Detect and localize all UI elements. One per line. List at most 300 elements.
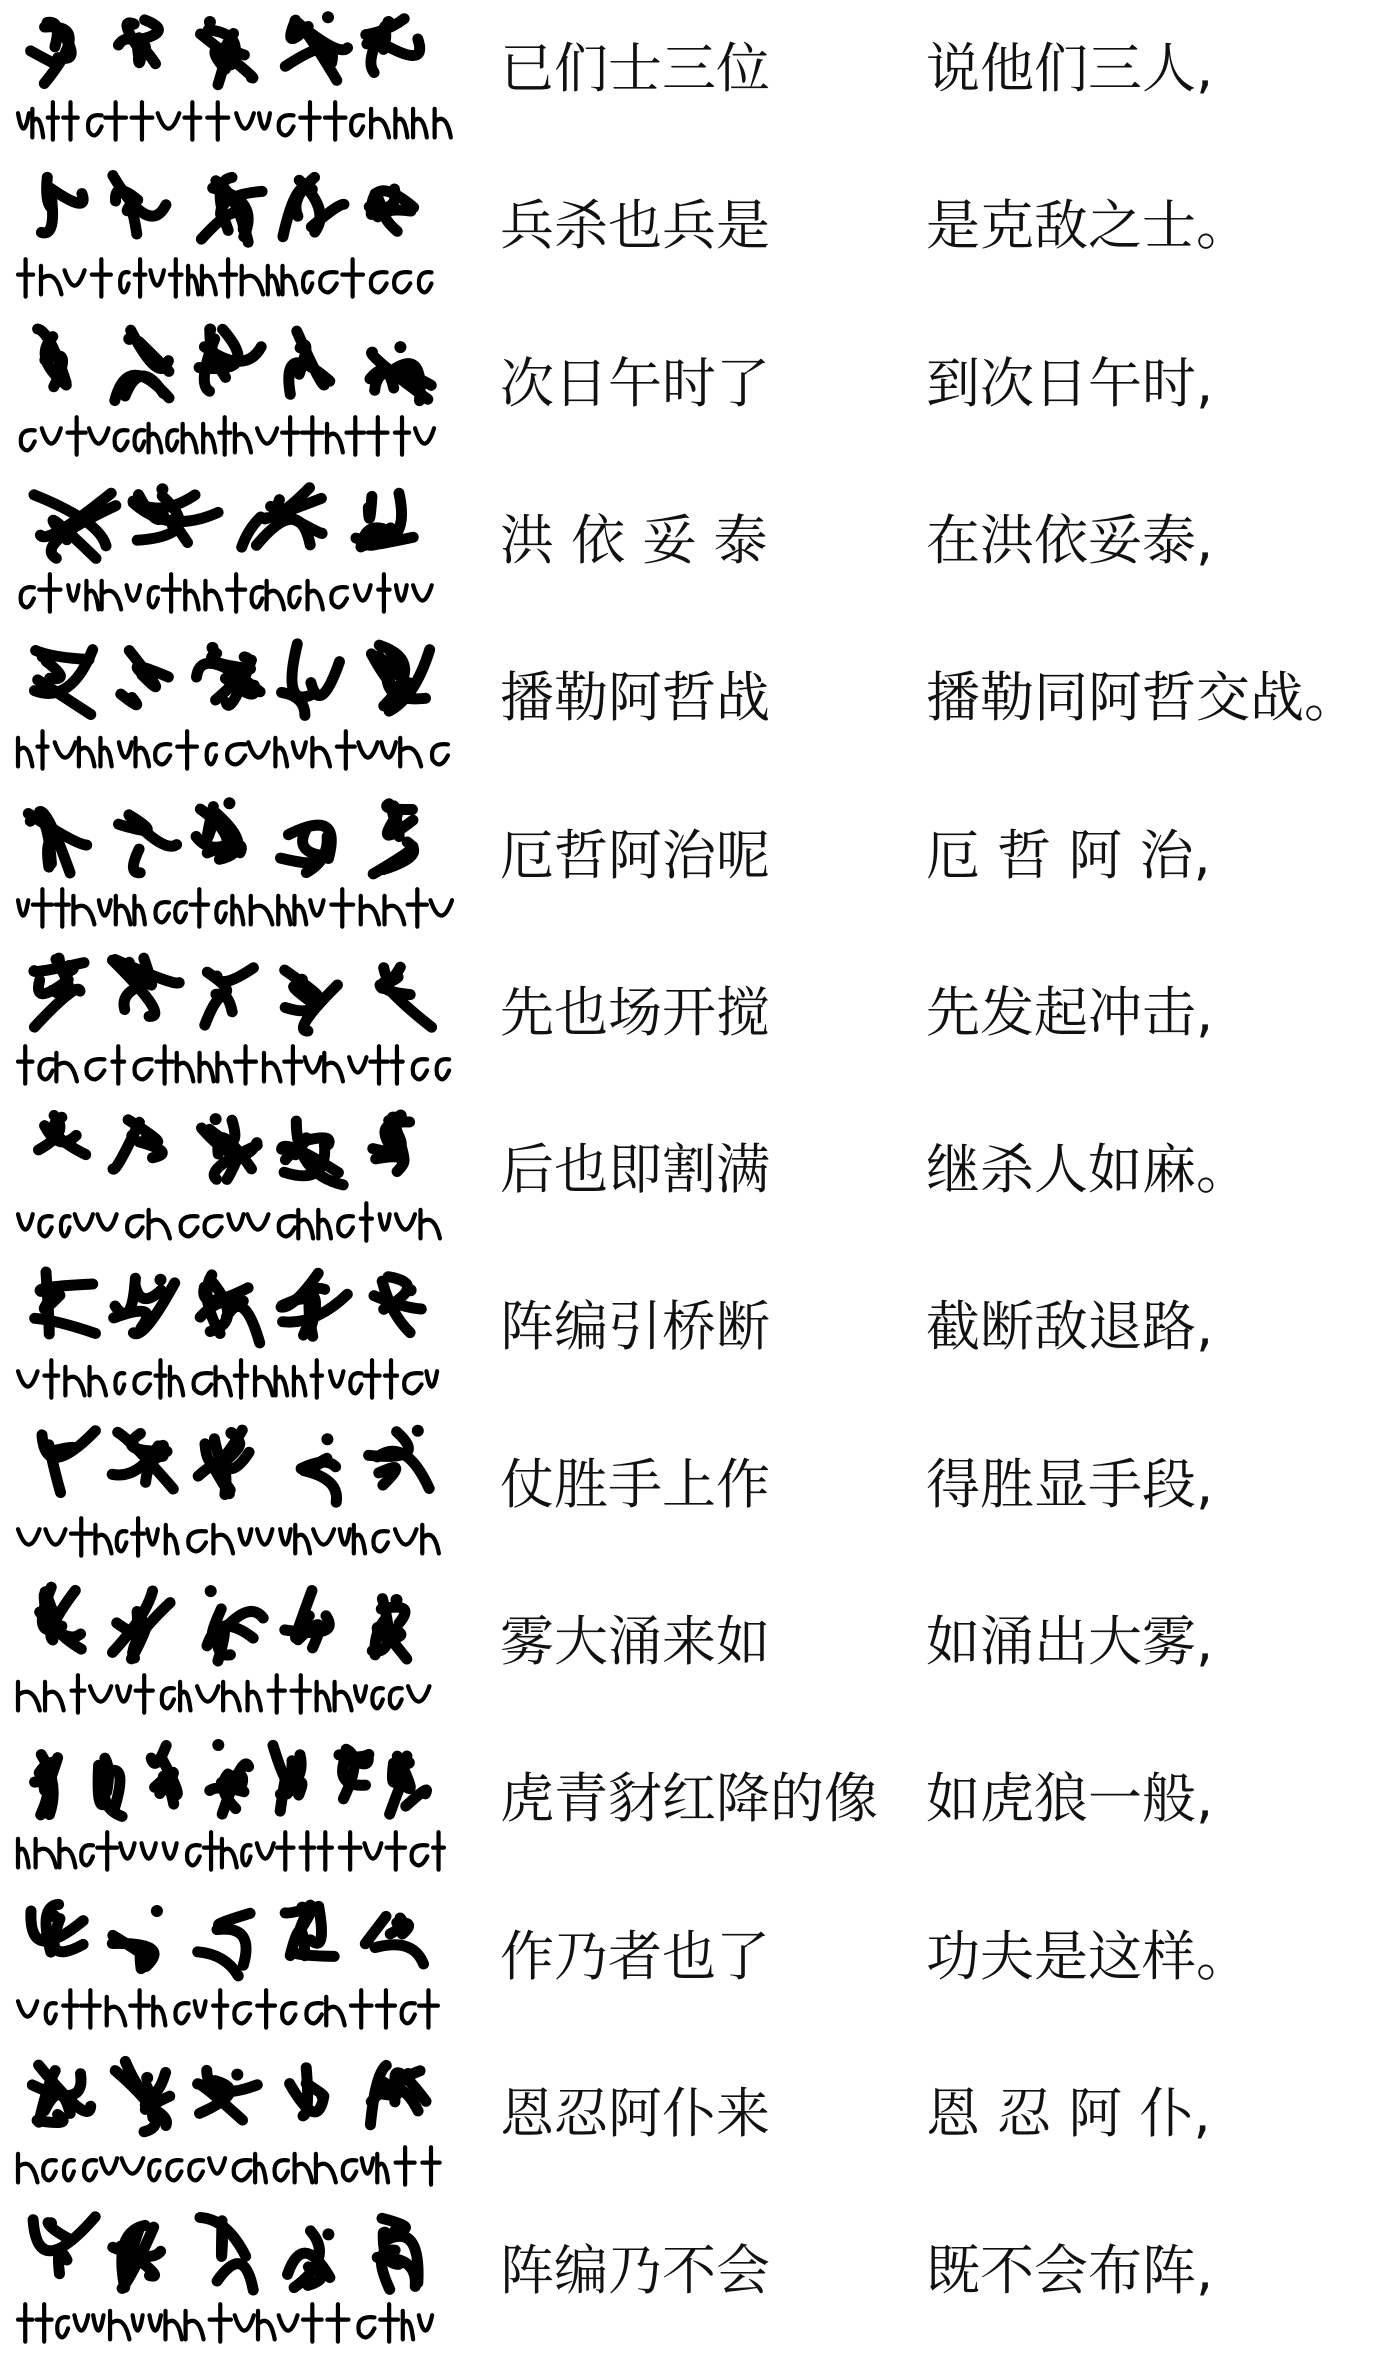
phonetic-stroke (185, 581, 198, 610)
phonetic-stroke (116, 895, 131, 924)
glyph-stroke (46, 1272, 49, 1334)
original-script-cell (14, 1262, 454, 1410)
phonetic-stroke (412, 1845, 428, 1865)
phonetic-stroke (170, 1367, 183, 1396)
phonetic-stroke (228, 1214, 243, 1229)
phonetic-stroke (74, 2315, 88, 2330)
phonetic-stroke (391, 1046, 403, 1083)
phonetic-stroke (402, 2003, 415, 2023)
phonetic-stroke (136, 738, 150, 767)
verse-row (0, 315, 1392, 472)
phonetic-stroke (279, 1216, 295, 1236)
phonetic-stroke (117, 1531, 127, 1551)
phonetic-stroke (153, 1996, 165, 2025)
phonetic-stroke (432, 744, 448, 764)
phonetic-stroke (301, 1832, 315, 1869)
phonetic-stroke (354, 1524, 365, 1553)
phonetic-stroke (56, 889, 69, 926)
original-script-cell (14, 1734, 454, 1882)
translation-text: 如涌出大雾, (926, 1610, 1214, 1673)
glyph-stroke (375, 194, 381, 217)
translation-text: 继杀人如麻。 (926, 1138, 1250, 1202)
phonetic-stroke (68, 417, 86, 454)
phonetic-stroke (75, 1214, 93, 1229)
phonetic-stroke (380, 1214, 390, 1229)
phonetic-stroke (183, 423, 197, 452)
phonetic-stroke (56, 1053, 77, 1082)
phonetic-stroke (136, 1675, 153, 1712)
phonetic-stroke (324, 1053, 343, 1082)
phonetic-stroke (358, 2317, 374, 2337)
verse-row (0, 1730, 1392, 1887)
phonetic-stroke (133, 2315, 143, 2330)
phonetic-stroke (419, 272, 432, 292)
phonetic-stroke (204, 1832, 218, 1869)
phonetic-stroke (32, 109, 43, 138)
gloss-text: 次日午时了 (500, 351, 770, 415)
verse-row (0, 2202, 1392, 2359)
phonetic-stroke (257, 1990, 275, 2027)
phonetic-stroke (39, 1216, 51, 1236)
phonetic-stroke (72, 1675, 85, 1712)
phonetic-stroke (175, 902, 186, 922)
phonetic-stroke (18, 900, 28, 915)
phonetic-stroke (326, 1996, 344, 2025)
glyph-stroke (125, 376, 163, 396)
phonetic-stroke (36, 1839, 57, 1868)
phonetic-stroke (371, 272, 387, 292)
translation-text: 播勒同阿哲交战。 (926, 666, 1358, 730)
phonetic-stroke (386, 1832, 405, 1869)
phonetic-stroke (268, 266, 279, 295)
phonetic-stroke (338, 1216, 353, 1236)
phonetic-stroke (413, 109, 427, 138)
original-script-cell (14, 1577, 454, 1725)
phonetic-stroke (325, 102, 346, 139)
phonetic-stroke (235, 1361, 248, 1398)
phonetic-stroke (18, 1046, 32, 1083)
phonetic-stroke (342, 259, 363, 296)
glyph-stroke (218, 1626, 225, 1661)
glyph-stroke (47, 178, 51, 208)
phonetic-stroke (63, 1990, 77, 2027)
phonetic-stroke (294, 1367, 306, 1396)
phonetic-stroke (48, 102, 58, 139)
phonetic-stroke (149, 2160, 159, 2180)
phonetic-stroke (207, 102, 228, 139)
translation-text: 在洪依妥泰, (926, 508, 1214, 572)
phonetic-stroke (378, 574, 389, 611)
glyph-stroke (135, 1286, 161, 1299)
phonetic-stroke (293, 742, 306, 757)
phonetic-stroke (37, 731, 47, 768)
phonetic-stroke (216, 1367, 231, 1396)
phonetic-stroke (282, 417, 298, 454)
phonetic-stroke (33, 889, 52, 926)
handwritten-script-image (14, 1262, 454, 1410)
phonetic-stroke (181, 1216, 198, 1236)
phonetic-stroke (149, 423, 162, 452)
phonetic-stroke (385, 1361, 397, 1398)
verse-row (0, 944, 1392, 1101)
glyph-stroke (369, 1431, 409, 1456)
phonetic-stroke (18, 1682, 40, 1711)
phonetic-stroke (202, 266, 216, 295)
phonetic-stroke (403, 2311, 413, 2340)
phonetic-stroke (327, 2304, 348, 2341)
gloss-text: 厄哲阿治呢 (500, 823, 770, 887)
phonetic-stroke (117, 1686, 130, 1701)
phonetic-stroke (18, 1372, 38, 1387)
phonetic-stroke (278, 895, 290, 924)
translation-text: 如虎狼一般, (926, 1767, 1214, 1831)
phonetic-stroke (155, 744, 170, 764)
phonetic-stroke (186, 2311, 204, 2340)
phonetic-stroke (99, 900, 111, 915)
phonetic-stroke (194, 1374, 212, 1394)
phonetic-stroke (95, 1524, 111, 1553)
phonetic-stroke (282, 2003, 295, 2023)
phonetic-stroke (210, 2304, 231, 2341)
phonetic-stroke (343, 2160, 357, 2180)
phonetic-stroke (232, 895, 243, 924)
phonetic-stroke (107, 1996, 126, 2025)
phonetic-stroke (280, 1529, 291, 1544)
gloss-text: 阵编引桥断 (500, 1295, 770, 1359)
phonetic-stroke (65, 270, 85, 285)
phonetic-stroke (227, 744, 245, 764)
verse-row (0, 1258, 1392, 1415)
glyph-stroke (304, 1470, 337, 1502)
handwritten-script-image (14, 791, 454, 939)
phonetic-stroke (331, 587, 347, 607)
phonetic-stroke (101, 2158, 117, 2173)
handwritten-script-image (14, 4, 454, 152)
verse-row (0, 2045, 1392, 2202)
phonetic-stroke (380, 2304, 398, 2341)
phonetic-stroke (303, 272, 312, 292)
handwritten-script-image (14, 1420, 454, 1568)
phonetic-stroke (303, 2304, 322, 2341)
phonetic-stroke (235, 1046, 256, 1083)
glyph-stroke (348, 1756, 369, 1764)
phonetic-stroke (276, 1367, 288, 1396)
phonetic-stroke (350, 1374, 361, 1394)
translation-text: 既不会布阵, (926, 2239, 1214, 2303)
phonetic-stroke (188, 1531, 206, 1551)
phonetic-stroke (219, 417, 230, 454)
phonetic-stroke (295, 2154, 313, 2183)
phonetic-stroke (355, 585, 371, 600)
original-script-cell (14, 2206, 454, 2354)
phonetic-stroke (426, 1372, 437, 1387)
phonetic-stroke (217, 1053, 231, 1082)
translation-text: 功夫是这样。 (926, 1924, 1250, 1988)
translation-text: 厄 哲 阿 治, (926, 823, 1211, 887)
phonetic-stroke (18, 259, 33, 296)
phonetic-stroke (46, 2003, 56, 2023)
phonetic-stroke (41, 266, 61, 295)
phonetic-stroke (195, 2001, 206, 2016)
phonetic-stroke (184, 102, 200, 139)
phonetic-stroke (175, 2003, 188, 2023)
glyph-stroke (210, 1788, 244, 1792)
phonetic-stroke (408, 889, 427, 926)
phonetic-stroke (149, 587, 158, 607)
phonetic-stroke (92, 259, 111, 296)
original-script-cell (14, 633, 454, 781)
handwritten-script-image (14, 1105, 454, 1253)
phonetic-stroke (110, 2311, 129, 2340)
phonetic-stroke (279, 115, 294, 135)
phonetic-stroke (127, 1216, 142, 1236)
phonetic-stroke (396, 585, 407, 600)
phonetic-stroke (317, 1682, 330, 1711)
original-script-cell (14, 476, 454, 624)
phonetic-stroke (257, 428, 277, 443)
phonetic-stroke (155, 902, 169, 922)
translation-text: 恩 忍 阿 仆, (926, 2081, 1211, 2145)
phonetic-stroke (395, 109, 407, 138)
glyph-stroke (58, 2252, 67, 2274)
phonetic-stroke (73, 895, 94, 924)
phonetic-stroke (105, 102, 126, 139)
verse-row (0, 0, 1392, 157)
handwritten-script-image (14, 1734, 454, 1882)
phonetic-stroke (330, 1372, 343, 1387)
phonetic-stroke (269, 1675, 285, 1712)
handwritten-script-image (14, 476, 454, 624)
glyph-stroke (282, 693, 305, 716)
phonetic-stroke (197, 1686, 218, 1701)
phonetic-stroke (134, 430, 144, 450)
glyph-stroke (139, 1142, 162, 1158)
phonetic-stroke (422, 1524, 439, 1553)
phonetic-stroke (362, 2158, 374, 2173)
phonetic-stroke (180, 1682, 190, 1711)
phonetic-stroke (364, 1361, 379, 1398)
phonetic-stroke (251, 895, 273, 924)
glyph-stroke (287, 1783, 302, 1796)
phonetic-stroke (437, 1059, 450, 1079)
phonetic-stroke (289, 587, 299, 607)
phonetic-stroke (97, 1214, 116, 1229)
glyph-stroke (121, 694, 137, 705)
glyph-stroke (392, 805, 399, 836)
phonetic-stroke (277, 1832, 293, 1869)
phonetic-stroke (340, 1832, 361, 1869)
phonetic-stroke (115, 1374, 124, 1394)
gloss-text: 阵编乃不会 (500, 2239, 770, 2303)
original-script-cell (14, 1892, 454, 2040)
phonetic-stroke (18, 2154, 38, 2183)
phonetic-stroke (205, 1216, 222, 1236)
glyph-stroke (163, 1777, 173, 1805)
phonetic-stroke (177, 731, 197, 768)
original-script-cell (14, 1105, 454, 1253)
phonetic-stroke (18, 1214, 33, 1229)
original-script-cell (14, 4, 454, 152)
glyph-stroke (281, 858, 317, 863)
handwritten-script-image (14, 2049, 454, 2197)
phonetic-stroke (189, 2160, 203, 2180)
phonetic-stroke (222, 1839, 237, 1868)
gloss-text: 洪 依 妥 泰 (500, 508, 768, 572)
glyph-stroke (385, 210, 411, 231)
phonetic-stroke (132, 102, 153, 139)
phonetic-stroke (130, 1990, 149, 2027)
phonetic-stroke (170, 259, 182, 296)
gloss-text: 兵杀也兵是 (500, 194, 770, 258)
verse-row (0, 1416, 1392, 1573)
phonetic-stroke (121, 2158, 143, 2173)
phonetic-stroke (18, 2304, 32, 2341)
glyph-stroke (368, 496, 372, 518)
phonetic-stroke (216, 902, 225, 922)
phonetic-stroke (234, 2003, 250, 2023)
phonetic-stroke (39, 1059, 52, 1079)
phonetic-stroke (415, 428, 434, 443)
phonetic-stroke (305, 1057, 321, 1072)
phonetic-stroke (252, 587, 263, 607)
original-script-cell (14, 948, 454, 1096)
handwritten-script-image (14, 948, 454, 1096)
phonetic-stroke (235, 423, 251, 452)
verse-row (0, 1101, 1392, 1258)
phonetic-stroke (395, 417, 409, 454)
phonetic-stroke (90, 1367, 106, 1396)
phonetic-stroke (81, 1990, 100, 2027)
glyph-stroke (375, 1944, 424, 1963)
phonetic-stroke (86, 581, 98, 610)
phonetic-stroke (396, 1214, 415, 1229)
phonetic-stroke (358, 742, 377, 757)
phonetic-stroke (200, 1053, 214, 1082)
gloss-text: 作乃者也了 (500, 1924, 770, 1988)
phonetic-stroke (390, 1688, 402, 1708)
phonetic-stroke (279, 2315, 298, 2330)
phonetic-stroke (220, 259, 236, 296)
glyph-stroke (46, 662, 60, 679)
phonetic-stroke (213, 1524, 233, 1553)
phonetic-stroke (203, 423, 215, 452)
phonetic-stroke (150, 270, 164, 285)
phonetic-stroke (422, 2147, 439, 2184)
verse-row (0, 157, 1392, 314)
phonetic-stroke (312, 1361, 323, 1398)
phonetic-stroke (223, 1682, 240, 1711)
glyph-stroke (127, 207, 137, 234)
phonetic-stroke (319, 1832, 332, 1869)
phonetic-stroke (207, 744, 216, 764)
phonetic-stroke (435, 109, 451, 138)
phonetic-stroke (127, 585, 141, 600)
glyph-stroke (291, 20, 309, 39)
translation-text: 是克敌之士。 (926, 194, 1250, 258)
phonetic-stroke (235, 2315, 254, 2330)
phonetic-stroke (306, 2003, 321, 2023)
original-script-cell (14, 319, 454, 467)
verse-row (0, 629, 1392, 786)
phonetic-stroke (302, 417, 323, 454)
phonetic-stroke (100, 738, 111, 767)
phonetic-stroke (433, 1832, 444, 1869)
glyph-stroke (138, 20, 158, 40)
glyph-stroke (365, 1916, 386, 1943)
phonetic-stroke (45, 1682, 64, 1711)
original-script-cell (14, 161, 454, 309)
phonetic-stroke (394, 272, 410, 292)
phonetic-stroke (119, 742, 132, 757)
phonetic-stroke (187, 1845, 200, 1865)
phonetic-stroke (18, 1529, 39, 1544)
phonetic-stroke (188, 266, 198, 295)
phonetic-stroke (242, 1845, 250, 1865)
phonetic-stroke (43, 2160, 56, 2180)
phonetic-stroke (21, 430, 35, 450)
phonetic-stroke (404, 1374, 421, 1394)
translation-text: 先发起冲击, (926, 980, 1214, 1044)
phonetic-stroke (255, 1367, 273, 1396)
phonetic-stroke (134, 895, 144, 924)
phonetic-stroke (264, 1053, 281, 1082)
phonetic-stroke (368, 417, 387, 454)
phonetic-stroke (164, 1843, 177, 1858)
phonetic-stroke (284, 1046, 301, 1083)
glyph-stroke (31, 51, 55, 64)
phonetic-stroke (63, 102, 78, 139)
phonetic-stroke (239, 1529, 251, 1544)
phonetic-stroke (42, 428, 61, 443)
phonetic-stroke (361, 895, 379, 924)
original-script-cell (14, 791, 454, 939)
phonetic-stroke (120, 272, 129, 292)
phonetic-stroke (149, 1210, 170, 1239)
glyph-stroke (293, 1951, 334, 1956)
phonetic-stroke (320, 272, 337, 292)
phonetic-stroke (373, 1531, 388, 1551)
phonetic-stroke (165, 2311, 181, 2340)
handwritten-script-image (14, 319, 454, 467)
phonetic-stroke (18, 2001, 37, 2016)
phonetic-stroke (349, 1057, 366, 1072)
phonetic-stroke (37, 2304, 52, 2341)
phonetic-stroke (346, 417, 364, 454)
phonetic-stroke (59, 1839, 75, 1868)
phonetic-stroke (275, 738, 287, 767)
phonetic-stroke (248, 742, 268, 757)
phonetic-stroke (377, 1990, 395, 2027)
phonetic-stroke (396, 2147, 415, 2184)
phonetic-stroke (64, 2160, 74, 2180)
phonetic-stroke (227, 574, 245, 611)
phonetic-stroke (331, 889, 353, 926)
handwritten-script-image (14, 1892, 454, 2040)
phonetic-stroke (155, 1361, 165, 1398)
phonetic-stroke (89, 428, 108, 443)
phonetic-stroke (335, 1682, 352, 1711)
verse-row (0, 1888, 1392, 2045)
phonetic-stroke (318, 1210, 331, 1239)
phonetic-stroke (135, 259, 146, 296)
phonetic-stroke (294, 895, 306, 924)
phonetic-stroke (298, 1210, 313, 1239)
phonetic-stroke (61, 1216, 70, 1236)
phonetic-stroke (365, 1843, 382, 1858)
verse-row (0, 787, 1392, 944)
phonetic-stroke (135, 1059, 152, 1079)
glyph-stroke (217, 2264, 253, 2290)
